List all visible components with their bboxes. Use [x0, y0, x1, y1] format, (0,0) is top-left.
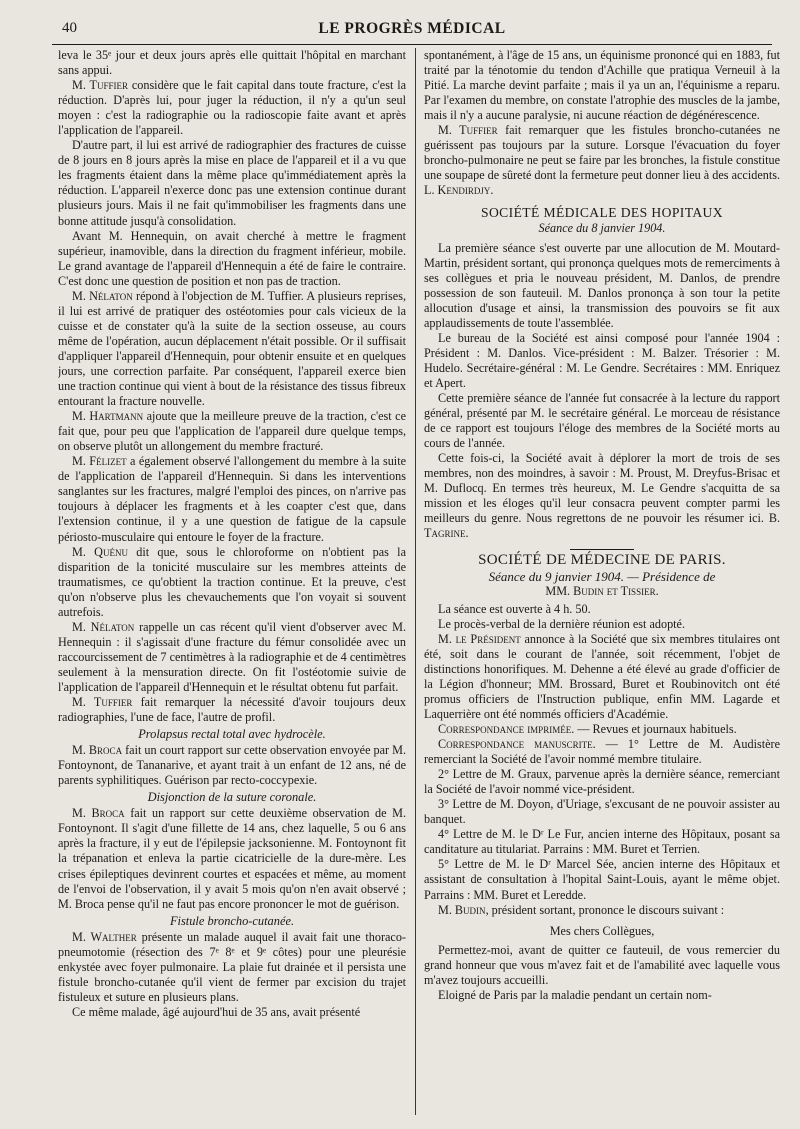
- rubric-label: Correspondance manuscrite.: [438, 737, 596, 752]
- section-divider: [570, 549, 634, 550]
- paragraph-text: fait un court rapport sur cette observation envoyée par M. Fontoynont, de Tananarive, et ayant trait à un enfant de 12 ans, né de parents syphilitiques. Guérison par recto-coccypexie.: [58, 743, 406, 788]
- paragraph: [58, 695, 406, 725]
- paragraph: [424, 737, 780, 767]
- speaker-name: M. Quénu: [72, 544, 128, 559]
- paragraph-text: annonce à la Société que six membres titulaires ont été, soit dans le courant de l'année, soit récemment, l'objet de distinctions honorifiques. M. Dehenne a été élevé au grade d'officier de la Légion d'honneur; MM. Brossard, Buret et Roubinovitch ont été promus officiers de l'Instruction publique, enfin MM. Lagarde et Laquerrière ont été nommés officiers d'Académie.: [424, 631, 780, 721]
- paragraph-text: ajoute que la meilleure preuve de la traction, c'est ce fait que, pour peu que l'application de l'appareil dure quelque temps, on observe plutôt un allongement du membre fracturé.: [58, 409, 406, 454]
- left-column: [58, 48, 406, 1119]
- paragraph: [58, 806, 406, 911]
- paragraph: 5° Lettre de M. le Dʳ Marcel Sée, ancien interne des Hôpitaux et assistant de consultation à l'hopital Saint-Louis, ayant le même objet. Parrains : MM. Buret et Leredde.: [424, 857, 780, 902]
- paragraph: [58, 620, 406, 695]
- speaker-name: M. Tuffier: [72, 78, 128, 93]
- paragraph: [58, 454, 406, 544]
- paragraph: La séance est ouverte à 4 h. 50.: [438, 601, 591, 616]
- section-heading: SOCIÉTÉ MÉDICALE DES HOPITAUX: [481, 205, 723, 221]
- paragraph-text: répond à l'objection de M. Tuffier. A plusieurs reprises, il lui est arrivé de pratiquer des ostéotomies pour cals vicieux de la cuisse et de constater qu'à la suite de la section osseuse, au cours même de l'opération, aucun déplacement n'était possible. Or il suffisait d'appliquer l'appareil d'Hennequin, pour obtenir ensuite et en quelques jours, une correction parfaite. Par conséquent, l'appareil exerce bien une traction continue qui vient à bout de la résistance des tissus fibreux entourant la fracture nouvelle.: [58, 288, 406, 409]
- paragraph-text: fait remarquer que les fistules broncho-cutanées ne guérissent pas toujours par la suture. Lorsque l'évacuation du foyer broncho-pulmonaire ne peut se faire par les bronches, la fistule constitue une soupape de sûreté dont la fermeture peut donner lieu à des accidents.: [424, 123, 780, 183]
- paragraph: [424, 632, 780, 722]
- right-column: [424, 48, 780, 1119]
- rubric-label: Correspondance imprimée.: [438, 722, 575, 737]
- paragraph-text: , président sortant, prononce le discours suivant :: [485, 902, 725, 917]
- paragraph: [424, 451, 780, 541]
- paragraph: La première séance s'est ouverte par une allocution de M. Moutard-Martin, président sortant, qui prononça quelques mots de remerciments à ses collègues et pria le nouveau président, M. Danlos, de prendre possession de son fauteuil. M. Danlos prononça à son tour la petite allocution d'usage et ainsi, la transmission des pouvoirs se fit aux applaudissements de toute l'assemblée.: [424, 240, 780, 330]
- speaker-name: M. Tuffier: [438, 123, 498, 138]
- page-header: [52, 18, 772, 45]
- paragraph: 3° Lettre de M. Doyon, d'Uriage, s'excusant de ne pouvoir assister au banquet.: [424, 797, 780, 827]
- page-number: 40: [62, 20, 77, 36]
- paragraph: Le bureau de la Société est ainsi composé pour l'année 1904 : Président : M. Danlos. Vice-président : M. Balzer. Trésorier : M. Hudelo. Secrétaire-général : M. Le Gendre. Secrétaires : MM. Enriquez et Apert.: [424, 330, 780, 390]
- subheading: Prolapsus rectal total avec hydrocèle.: [138, 727, 326, 742]
- paragraph-text: fait un rapport sur cette deuxième observation de M. Fontoynont. Il s'agit d'une fillette de 14 ans, chez laquelle, 5 ou 6 ans après la fracture, il y eut de l'épilepsie jacksonienne. M. Fontoynont fit la trépanation et enleva la partie cicatricielle de la dure-mère. Les crises épileptiques devinrent courtes et espacées et même, au moment de l'envoi de l'observation, il y avait 5 mois qu'on n'en avait observé ; M. Broca pense qu'il ne faut pas encore prononcer le mot de guérison.: [58, 806, 406, 911]
- paragraph: [58, 409, 406, 454]
- paragraph: Ce même malade, âgé aujourd'hui de 35 ans, avait présenté: [72, 1004, 361, 1019]
- running-title: LE PROGRÈS MÉDICAL: [318, 20, 506, 37]
- speaker-name: M. Broca: [72, 743, 123, 758]
- speaker-name: M. Broca: [72, 806, 125, 821]
- paragraph: 2° Lettre de M. Graux, parvenue après la dernière séance, remerciant la Société de l'avoir nommé vice-président.: [424, 767, 780, 797]
- speaker-name: M. Budin: [438, 902, 486, 917]
- speaker-name: M. Tuffier: [72, 695, 133, 710]
- paragraph: Eloigné de Paris par la maladie pendant un certain nom-: [438, 987, 712, 1002]
- paragraph: Permettez-moi, avant de quitter ce fauteuil, de vous remercier du grand honneur que vous m'avez fait et de l'amabilité avec laquelle vous m'avez toujours accueilli.: [424, 942, 780, 987]
- paragraph: Avant M. Hennequin, on avait cherché à mettre le fragment supérieur, inamovible, dans la direction du fragment inférieur, mobile. Le grand avantage de l'appareil d'Hennequin a été de faire le contraire. C'est donc une question de position et non pas de traction.: [58, 228, 406, 288]
- speaker-name: M. Hartmann: [72, 409, 144, 424]
- paragraph-text: — Revues et journaux habituels.: [574, 722, 737, 737]
- author-signature: B. Tagrine.: [424, 511, 780, 541]
- salutation: Mes chers Collègues,: [549, 923, 655, 938]
- section-heading: SOCIÉTÉ DE MÉDECINE DE PARIS.: [478, 551, 726, 568]
- paragraph-text: a également observé l'allongement du membre à la suite de l'application de l'appareil d'Hennequin. Si dans les interventions sanglantes sur les fractures, malgré l'emploi des pinces, on n'arrive pas toujours à déplacer les fragments et à les coapter c'est que, dans l'extension continue, il y a une question de fatigue de la capsule périosto-musculaire qui entoure le foyer de la fracture.: [58, 454, 406, 544]
- paragraph: Le procès-verbal de la dernière réunion est adopté.: [438, 616, 686, 631]
- paragraph-text: considère que le fait capital dans toute fracture, c'est la réduction. D'après lui, pour juger la réduction, il n'y a qu'un seul moyen : c'est la radiographie ou la radioscopie faite avant et après l'application de l'appareil.: [58, 78, 406, 138]
- speaker-name: M. Nélaton: [72, 288, 133, 303]
- paragraph-text: fait remarquer la nécessité d'avoir toujours deux radiographies, l'une de face, l'autre de profil.: [58, 695, 406, 725]
- speaker-name: M. Félizet: [72, 454, 127, 469]
- paragraph-text: dit que, sous le chloroforme on n'obtient pas la disparition de la tonicité musculaire sur les membres atteints de traumatismes, ce qu'obtient la traction continue. Et la preuve, c'est qu'on n'observe plus les chevauchements que l'on voyait si souvent autrefois.: [58, 544, 406, 619]
- paragraph: D'autre part, il lui est arrivé de radiographier des fractures de cuisse de 8 jours en 8 jours après la mise en place de l'appareil et il a vu que les fragments étaient dans la même place qu'immédiatement après la réduction. L'appareil n'exerce donc pas une extension continue durant plusieurs jours. Mais il ne fait qu'immobiliser les fragments dans une bonne attitude jusqu'à consolidation.: [58, 138, 406, 228]
- column-divider: [415, 48, 416, 1115]
- paragraph: [424, 722, 780, 737]
- paragraph: [58, 930, 406, 1005]
- session-date: Séance du 9 janvier 1904. — Présidence de: [488, 568, 716, 584]
- paragraph: 4° Lettre de M. le Dʳ Le Fur, ancien interne des Hôpitaux, posant sa canditature au titulariat. Parrains : MM. Buret et Terrien.: [424, 827, 780, 857]
- paragraph: [58, 545, 406, 620]
- session-presidency: MM. Budin et Tissier.: [545, 583, 659, 598]
- paragraph: [58, 78, 406, 138]
- speaker-name: M. Nélaton: [72, 619, 135, 634]
- paragraph: [424, 123, 780, 198]
- speaker-name: M. le Président: [438, 631, 521, 646]
- paragraph: [424, 903, 780, 918]
- session-date: Séance du 8 janvier 1904.: [538, 220, 666, 235]
- paragraph-text: Cette fois-ci, la Société avait à déplorer la mort de trois de ses membres, non des moindres, à savoir : M. Proust, M. Dreyfus-Brisac et M. Duflocq. En termes très heureux, M. Le Gendre s'acquitta de sa mission et les éloges qu'il leur consacra peuvent compter parmi les meilleurs du genre. Nous regrettons de ne pouvoir les résumer ici.: [424, 451, 780, 526]
- paragraph: leva le 35ᵉ jour et deux jours après elle quittait l'hôpital en marchant sans appui.: [58, 48, 406, 78]
- paragraph-text: — 1° Lettre de M. Audistère remerciant la Société de l'avoir nommé membre titulaire.: [424, 737, 780, 767]
- speaker-name: M. Walther: [72, 929, 137, 944]
- author-signature: L. Kendirdjy.: [424, 183, 494, 198]
- paragraph: spontanément, à l'âge de 15 ans, un équinisme prononcé qui en 1883, fut traité par la ténotomie du tendon d'Achille que pratiqua Verneuil à la Pitié. La marche devint parfaite ; mais il ya un an, l'équinisme a reparu. Par l'examen du membre, on constate l'atrophie des muscles de la jambe, mais il n'y a aucune paralysie, ni aucune réaction de dégénérescence.: [424, 48, 780, 123]
- paragraph: [58, 743, 406, 788]
- subheading: Disjonction de la suture coronale.: [147, 790, 317, 805]
- subheading: Fistule broncho-cutanée.: [169, 913, 295, 928]
- paragraph: Cette première séance de l'année fut consacrée à la lecture du rapport général, présenté par M. le secrétaire général. Le morceau de résistance de ce rapport est toujours l'éloge des membres de la Société morts au cours de l'année.: [424, 391, 780, 451]
- paragraph: [58, 289, 406, 409]
- paragraph-text: présente un malade auquel il avait fait une thoraco-pneumotomie (résection des 7ᵉ 8ᵉ et 9ᵉ côtes) pour une pleurésie enkystée avec foyer pulmonaire. La plaie fut drainée et il persista une fistule broncho-cutanée qu'il vient de fermer par excision du trajet fistuleux et suture en plusieurs plans.: [58, 929, 406, 1004]
- paragraph-text: rappelle un cas récent qu'il vient d'observer avec M. Hennequin : il s'agissait d'une fracture du fémur consolidée avec un raccourcissement de 7 centimètres à la radiographie et de 4 centimètres seulement à la mensuration directe. On fit l'ostéotomie suivie de l'application de l'appareil d'Hennequin et le résultat obtenu fut parfait.: [58, 619, 406, 694]
